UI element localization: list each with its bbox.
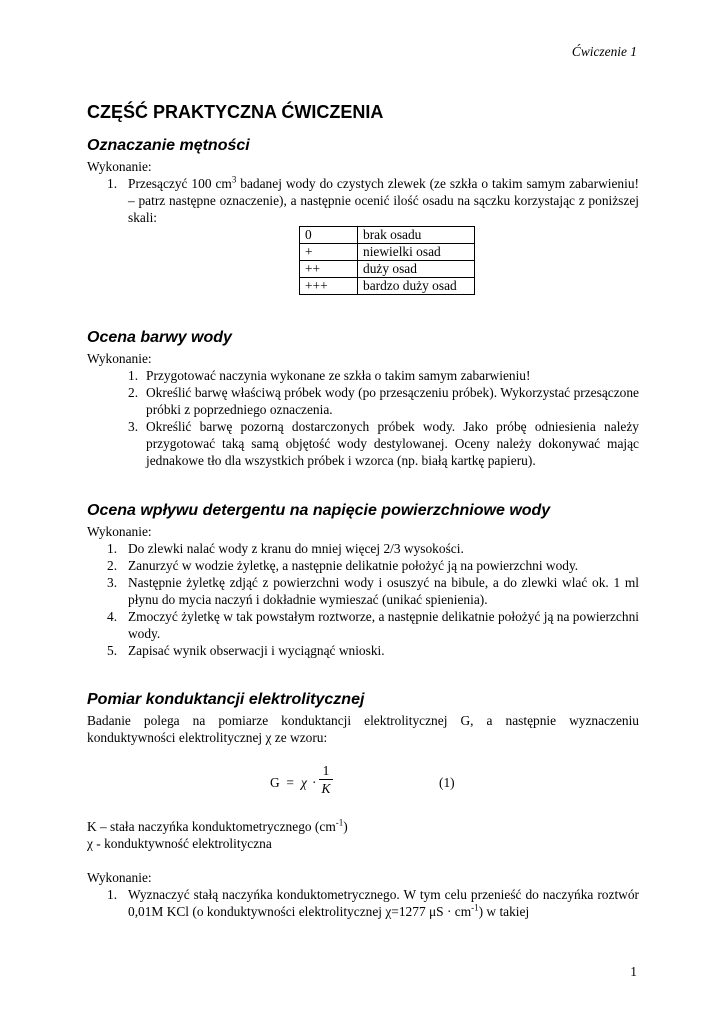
running-header: Ćwiczenie 1 [571,44,637,59]
procedure-label: Wykonanie: [87,524,152,539]
table-cell-description: brak osadu [358,227,475,244]
definition-chi: χ - konduktywność elektrolityczna [87,836,272,851]
detergent-steps [87,540,639,659]
procedure-label: Wykonanie: [87,870,152,885]
section-heading-color: Ocena barwy wody [87,329,232,346]
table-cell-symbol: 0 [300,227,358,244]
list-item [87,608,639,642]
equation-dot: · [312,775,317,790]
color-steps [87,367,639,469]
section-heading-turbidity: Oznaczanie mętności [87,137,250,154]
list-item-number: 1. [128,368,139,383]
page-content [87,101,639,920]
conductance-intro: Badanie polega na pomiarze konduktancji elektrolitycznej G, a następnie wyznaczeniu konduktywności elektrolitycznej χ ze wzoru: [87,713,639,745]
list-item-text: Określić barwę pozorną dostarczonych próbek wody. Jako próbę odniesienia należy przygotować taką samą objętość wody destylowanej. Oceny należy dokonywać mając jednakowe tło dla wszystkich próbek i wzorca (np. białą kartkę papieru). [146,419,639,468]
list-item [87,642,639,659]
fraction-numerator: 1 [322,763,330,778]
procedure-label: Wykonanie: [87,159,152,174]
list-item-text: Następnie żyletkę zdjąć z powierzchni wody i osuszyć na bibule, a do zlewki wlać ok. 1 ml płynu do mycia naczyń i dokładnie wymieszać (unikać spienienia). [128,575,639,607]
page-title: CZĘŚĆ PRAKTYCZNA ĆWICZENIA [87,102,384,122]
list-item-text: Określić barwę właściwą próbek wody (po przesączeniu próbek). Wykorzystać przesączone próbki z poprzedniego oznaczenia. [146,385,639,417]
superscript: 3 [231,174,237,185]
table-cell-description: bardzo duży osad [358,278,475,295]
list-item-text: Przygotować naczynia wykonane ze szkła o takim samym zabarwieniu! [146,368,531,383]
equation-number: (1) [439,775,455,790]
list-item-text: badanej wody do czystych zlewek (ze szkła o takim samym zabarwieniu! – patrz następne oznaczenie), a następnie ocenić ilość osadu na sączku korzystając z poniższej skali: [128,176,639,225]
list-item-number: 4. [107,609,118,624]
table-row [300,227,475,244]
list-item-number: 1. [107,176,118,191]
definition-k [87,818,639,835]
table-cell-symbol: ++ [300,261,358,278]
equation-chi: χ [301,775,307,790]
list-item [87,557,639,574]
list-item [87,384,639,418]
list-item [87,175,639,226]
equation-1 [87,762,639,808]
list-item [87,367,639,384]
page-number: 1 [630,964,637,979]
list-item-text: Zanurzyć w wodzie żyletkę, a następnie delikatnie położyć ją na powierzchni wody. [128,558,579,573]
sediment-scale-table [299,226,475,295]
turbidity-steps [87,175,639,226]
section-heading-detergent: Ocena wpływu detergentu na napięcie powierzchniowe wody [87,502,551,519]
list-item [87,886,639,920]
list-item-number: 5. [107,643,118,658]
table-row [300,261,475,278]
procedure-label: Wykonanie: [87,351,152,366]
definition-text: K – stała naczyńka konduktometrycznego (cm [87,819,336,834]
list-item [87,418,639,469]
table-cell-symbol: +++ [300,278,358,295]
equation-fraction [319,762,333,797]
definition-text: ) [343,819,348,834]
superscript: -1 [335,817,344,828]
list-item-text: Zapisać wynik obserwacji i wyciągnąć wnioski. [128,643,385,658]
list-item-number: 2. [107,558,118,573]
table-row [300,278,475,295]
list-item-text: Przesączyć 100 cm [128,176,232,191]
conductance-steps [87,886,639,920]
superscript: -1 [471,902,479,913]
list-item-number: 1. [107,887,118,902]
table-cell-symbol: + [300,244,358,261]
section-heading-conductance: Pomiar konduktancji elektrolitycznej [87,691,365,708]
list-item-text: Wyznaczyć stałą naczyńka konduktometrycznego. W tym celu przenieść do naczyńka roztwór 0,01M KCl (o konduktywności elektrolitycznej χ=1277 μS · cm [128,887,639,919]
list-item-text: Do zlewki nalać wody z kranu do mniej więcej 2/3 wysokości. [128,541,464,556]
list-item-text: Zmoczyć żyletkę w tak powstałym roztworze, a następnie delikatnie położyć ją na powierzchni wody. [128,609,639,641]
table-row [300,244,475,261]
list-item-number: 3. [128,419,139,434]
list-item-text: ) w takiej [478,904,530,919]
list-item [87,540,639,557]
list-item [87,574,639,608]
list-item-number: 3. [107,575,118,590]
list-item-number: 2. [128,385,139,400]
equation-lhs: G = [270,775,294,790]
table-cell-description: duży osad [358,261,475,278]
table-cell-description: niewielki osad [358,244,475,261]
fraction-denominator: K [321,781,331,796]
list-item-number: 1. [107,541,118,556]
